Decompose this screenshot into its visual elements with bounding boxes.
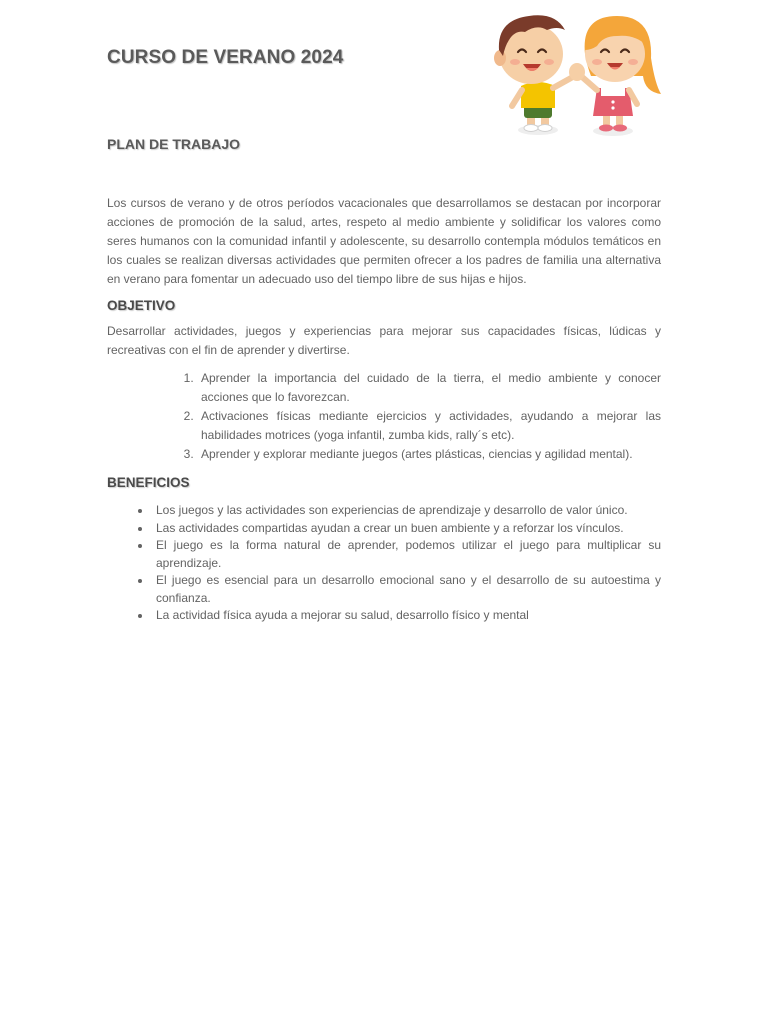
beneficios-heading: BENEFICIOS	[107, 475, 190, 490]
list-item: • Los juegos y las actividades son experiencias de aprendizaje y desarrollo de valor único.	[152, 502, 661, 520]
list-item: • El juego es la forma natural de aprender, podemos utilizar el juego para multiplicar su aprendizaje.	[152, 537, 661, 572]
list-item: 1. Aprender la importancia del cuidado de la tierra, el medio ambiente y conocer acciones que lo favorezcan.	[197, 369, 661, 407]
objetivo-paragraph: Desarrollar actividades, juegos y experiencias para mejorar sus capacidades físicas, lúdicas y recreativas con el fin de aprender y divertirse.	[107, 324, 661, 357]
list-item: 3. Aprender y explorar mediante juegos (artes plásticas, ciencias y agilidad mental).	[197, 445, 661, 464]
document-body	[107, 194, 661, 625]
document-page	[107, 0, 661, 1024]
two-cartoon-kids-icon	[485, 6, 671, 156]
list-item: • El juego es esencial para un desarrollo emocional sano y el desarrollo de su autoestima y confianza.	[152, 572, 661, 607]
beneficios-list	[107, 502, 661, 625]
objetivo-heading: OBJETIVO	[107, 298, 176, 313]
list-item: 2. Activaciones físicas mediante ejercicios y actividades, ayudando a mejorar las habilidades motrices (yoga infantil, zumba kids, rally´s etc).	[197, 407, 661, 445]
document-subtitle: PLAN DE TRABAJO	[107, 136, 241, 152]
intro-paragraph: Los cursos de verano y de otros períodos vacacionales que desarrollamos se destacan por incorporar acciones de promoción de la salud, artes, respeto al medio ambiente y solidificar los valores como seres humanos con la comunidad infantil y adolescente, su desarrollo contempla módulos temáticos en los cuales se realizan diversas actividades que permiten ofrecer a los padres de familia una alternativa en verano para fomentar un adecuado uso del tiempo libre de sus hijas e hijos.	[107, 196, 661, 286]
objetivo-list	[107, 369, 661, 464]
list-item: • Las actividades compartidas ayudan a crear un buen ambiente y a reforzar los vínculos.	[152, 520, 661, 538]
document-title: CURSO DE VERANO 2024	[107, 47, 344, 68]
list-item: • La actividad física ayuda a mejorar su salud, desarrollo físico y mental	[152, 607, 661, 625]
